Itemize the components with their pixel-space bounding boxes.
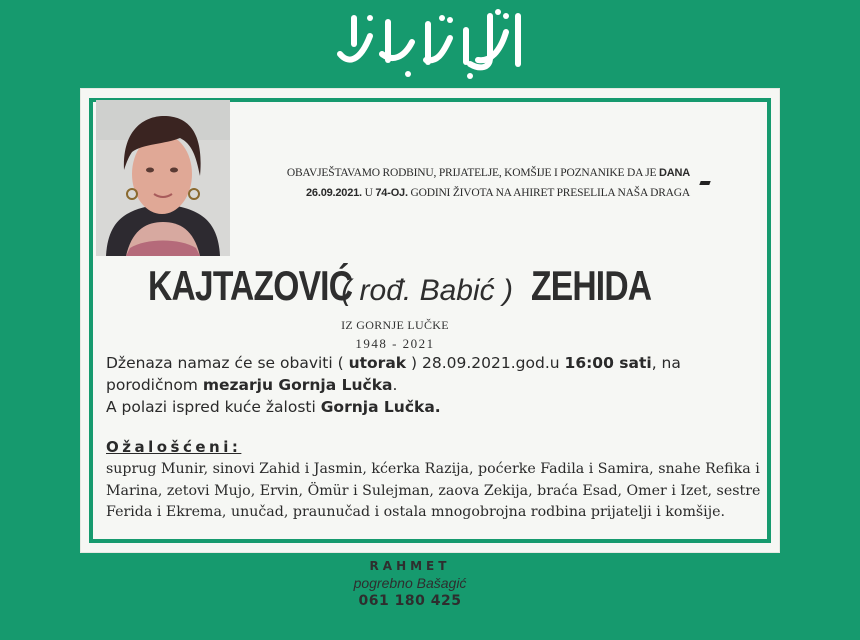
funeral-company: pogrebno Bašagić (353, 575, 467, 591)
arabic-calligraphy-icon (330, 2, 530, 84)
funeral-time: 16:00 sati (564, 354, 652, 372)
death-date: 26.09.2021. (306, 187, 362, 199)
first-name: ZEHIDA (530, 262, 652, 309)
intro-line1: OBAVJEŠTAVAMO RODBINU, PRIJATELJE, KOMŠIJE I POZNANIKE DA JE (286, 167, 660, 179)
rahmet: RAHMET (369, 559, 451, 573)
intro-line2-end: GODINI ŽIVOTA NA AHIRET PRESELILA NAŠA DRAGA (407, 187, 690, 199)
intro-dana: DANA (659, 167, 690, 179)
funeral-text-3: , na porodičnom (106, 354, 681, 394)
age: 74-OJ. (375, 187, 408, 199)
funeral-place: mezarju Gornja Lučka (202, 376, 393, 394)
funeral-text-1: Dženaza namaz će se obaviti ( (106, 354, 349, 372)
funeral-text-2: ) 28.09.2021.god.u (406, 354, 565, 372)
deceased-name (148, 262, 748, 312)
life-years: 1948 - 2021 (355, 336, 435, 351)
intro-mid: U (361, 187, 376, 199)
mourners-heading: Ožalošćeni: (106, 438, 242, 456)
mark (699, 181, 710, 185)
footer (330, 558, 490, 610)
funeral-day: utorak (348, 354, 407, 372)
deceased-photo (96, 100, 230, 256)
origin: IZ GORNJE LUČKE (341, 318, 449, 332)
funeral-text-4: . (392, 376, 398, 394)
maiden-name: ( rođ. Babić ) (341, 274, 513, 307)
funeral-details (106, 352, 766, 418)
mourners-list: suprug Munir, sinovi Zahid i Jasmin, kćerka Razija, poćerke Fadila i Samira, snahe Refika i Marina, zetovi Mujo, Ervin, Ömür i Sulejman, zaova Zekija, braća Esad, Omer i Izet, sestre Ferida i Ekrema, unučad, praunučad i ostala mnogobrojna rodbina prijatelji i komšije. (106, 461, 761, 520)
surname: KAJTAZOVIĆ (148, 262, 353, 309)
phone-number: 061 180 425 (358, 593, 462, 609)
house-location: Gornja Lučka. (320, 398, 441, 416)
funeral-text-5: A polazi ispred kuće žalosti (106, 398, 321, 416)
intro-text (260, 163, 690, 203)
